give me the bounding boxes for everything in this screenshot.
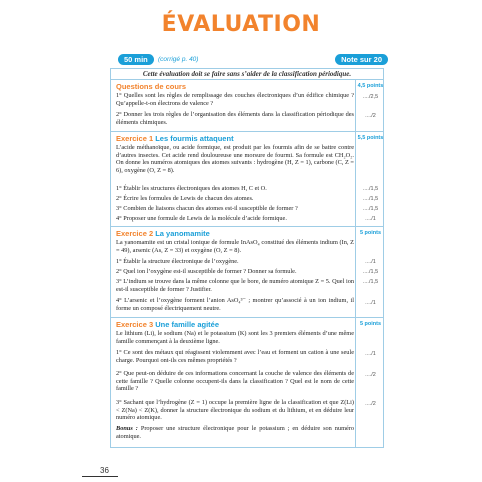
bonus-text: Proposer une structure électronique pour le potassium ; en déduire son numéro atomique. xyxy=(116,425,355,440)
section-divider xyxy=(111,317,383,318)
exercise-3-q3-score: ..../2 xyxy=(365,401,376,407)
questions-title: Questions de cours xyxy=(116,82,187,91)
exercise-3-bonus xyxy=(116,425,354,440)
exercise-3-points: 5 points xyxy=(359,321,382,327)
question-2: 2° Donner les trois règles de l’organisation des éléments dans la classification périodique des éléments chimiques. xyxy=(116,111,354,126)
column-divider xyxy=(355,80,356,448)
exercise-1-points: 5,5 points xyxy=(357,135,384,141)
question-1: 1° Quelles sont les règles de remplissage des couches électroniques d’un édifice chimique ? Qu’appelle-t-on électrons de valence ? xyxy=(116,92,354,107)
corrige-link[interactable]: (corrigé p. 40) xyxy=(158,56,199,63)
exercise-1-q2-score: ..../1,5 xyxy=(362,196,379,202)
exercise-2-q4: 4° L’arsenic et l’oxygène forment l’anion AsO₄³⁻ ; montrer qu’associé à un ion indium, il forme un composé électriquement neutre. xyxy=(116,297,354,312)
exercise-1-q1: 1° Établir les structures électroniques des atomes H, C et O. xyxy=(116,185,267,192)
exercise-3-number: Exercice 3 xyxy=(116,320,154,329)
exercise-2-intro: La yanomamite est un cristal ionique de formule InAsO₄ constitué des éléments indium (In, Z = 49), arsenic (As, Z = 33) et oxygène (O, Z = 8). xyxy=(116,239,354,254)
exercise-3-name: Une famille agitée xyxy=(155,320,219,329)
exercise-2-number: Exercice 2 xyxy=(116,229,154,238)
page-number-rule xyxy=(82,476,118,477)
exercise-1-q3-score: ..../1,5 xyxy=(362,206,379,212)
exercise-2-q1: 1° Établir la structure électronique de l’oxygène. xyxy=(116,258,239,265)
intro-text: Cette évaluation doit se faire sans s’aider de la classification périodique. xyxy=(111,69,383,80)
section-divider xyxy=(111,131,383,132)
exercise-3-intro: Le lithium (Li), le sodium (Na) et le potassium (K) sont les 3 premiers éléments d’une même famille commençant à la deuxième ligne. xyxy=(116,330,354,345)
exercise-1-title xyxy=(116,134,234,143)
exercise-1-q1-score: ..../1,5 xyxy=(362,186,379,192)
exercise-3-q1: 1° Ce sont des métaux qui réagissent violemment avec l’eau et forment un cation à une seule charge. Pourquoi ont-ils ces mêmes propriétés ? xyxy=(116,349,354,364)
note-badge: Note sur 20 xyxy=(335,54,388,65)
exercise-3-q2: 2° Que peut-on déduire de ces informations concernant la couche de valence des éléments de cette famille ? Quelle colonne occupent-ils dans la classification ? Quel est le nom de cette famille ? xyxy=(116,370,354,393)
exercise-2-q2-score: ..../1,5 xyxy=(362,269,379,275)
page-number: 36 xyxy=(100,466,109,475)
exercise-2-name: La yanomamite xyxy=(155,229,210,238)
questions-points: 4,5 points xyxy=(357,83,384,89)
exercise-2-q3-score: ..../1,5 xyxy=(362,279,379,285)
exercise-1-q2: 2° Écrire les formules de Lewis de chacun des atomes. xyxy=(116,195,254,202)
exercise-1-name: Les fourmis attaquent xyxy=(155,134,234,143)
exercise-2-q2: 2° Quel ion l’oxygène est-il susceptible de former ? Donner sa formule. xyxy=(116,268,297,275)
exercise-2-points: 5 points xyxy=(359,230,382,236)
exercise-3-q2-score: ..../2 xyxy=(365,372,376,378)
exercise-2-q4-score: ..../1 xyxy=(365,300,376,306)
bonus-label: Bonus : xyxy=(116,425,138,432)
page-title: ÉVALUATION xyxy=(161,12,321,37)
exercise-1-q3: 3° Combien de liaisons chacun des atomes est-il susceptible de former ? xyxy=(116,205,298,212)
question-1-score: ..../2,5 xyxy=(362,94,379,100)
evaluation-box xyxy=(110,68,384,448)
section-divider xyxy=(111,226,383,227)
exercise-3-title xyxy=(116,320,219,329)
exercise-2-q3: 3° L’indium se trouve dans la même colonne que le bore, de numéro atomique Z = 5. Quel ion est-il susceptible de former ? Justifier. xyxy=(116,278,354,293)
exercise-1-q4: 4° Proposer une formule de Lewis de la molécule d’acide formique. xyxy=(116,215,287,222)
exercise-2-title xyxy=(116,229,210,238)
exercise-1-number: Exercice 1 xyxy=(116,134,154,143)
header-bar xyxy=(118,54,388,66)
exercise-2-q1-score: ..../1 xyxy=(365,259,376,265)
exercise-1-q4-score: ..../1 xyxy=(365,216,376,222)
question-2-score: ..../2 xyxy=(365,113,376,119)
exercise-1-intro: L’acide méthanoïque, ou acide formique, est produit par les fourmis afin de se battre contre d’autres insectes. Cet acide rend douloureuse une morsure de fourmi. Sa formule est CH₂O₂. On donne les numéros atomiques des atomes suivants : hydrogène (H, Z = 1), carbone (C, Z = 6), oxygène (O, Z = 8). xyxy=(116,144,354,174)
time-badge: 50 min xyxy=(118,54,154,65)
exercise-3-q1-score: ..../1 xyxy=(365,351,376,357)
exercise-3-q3: 3° Sachant que l’hydrogène (Z = 1) occupe la première ligne de la classification et que Z(Li) < Z(Na) < Z(K), donner la structure électronique du sodium et du lithium, et en déduire leur numéro atomique. xyxy=(116,399,354,422)
